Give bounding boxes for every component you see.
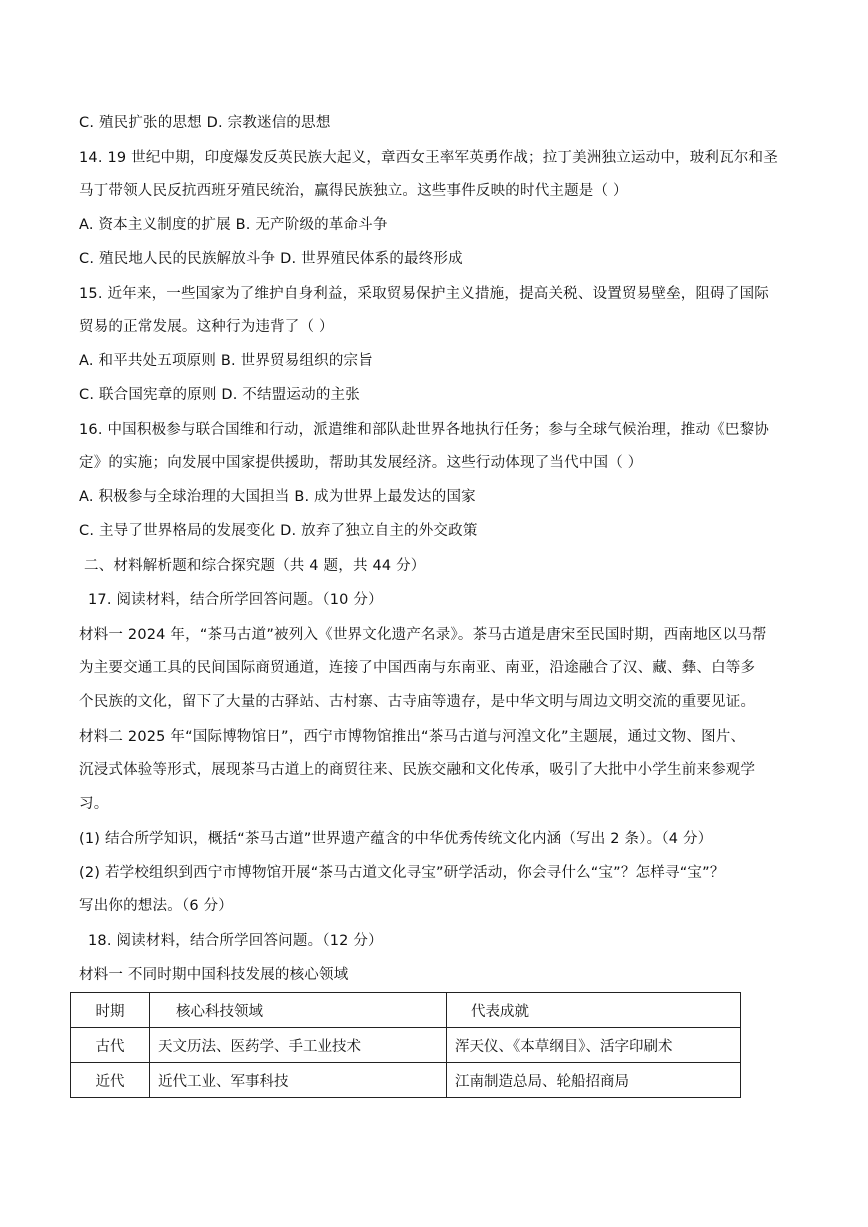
q17-material-1-line-1: 材料一 2024 年，“茶马古道”被列入《世界文化遗产名录》。茶马古道是唐宋至民国时期，西南地区以马帮 — [79, 627, 767, 643]
table-cell-achievement: 江南制造总局、轮船招商局 — [447, 1063, 741, 1098]
section-heading: 二、材料解析题和综合探究题（共 4 题，共 44 分） — [84, 558, 426, 574]
q18-material-1-caption: 材料一 不同时期中国科技发展的核心领域 — [79, 967, 349, 983]
q15-stem-line-2: 贸易的正常发展。这种行为违背了（ ） — [79, 319, 334, 335]
table-cell-period: 近代 — [71, 1063, 150, 1098]
table-row — [71, 1028, 741, 1063]
q14-stem-line-1: 14. 19 世纪中期，印度爆发反英民族大起义，章西女王率军英勇作战；拉丁美洲独立运动中，玻利瓦尔和圣 — [79, 150, 778, 166]
q17-material-2-line-3: 习。 — [79, 796, 109, 812]
table-header-achievement: 代表成就 — [447, 993, 741, 1028]
table-header-row — [71, 993, 741, 1028]
q14-options-ab: A. 资本主义制度的扩展 B. 无产阶级的革命斗争 — [79, 217, 388, 233]
q17-material-2-line-1: 材料二 2025 年“国际博物馆日”，西宁市博物馆推出“茶马古道与河湟文化”主题展，通过文物、图片、 — [79, 729, 746, 745]
q16-stem-line-2: 定》的实施；向发展中国家提供援助，帮助其发展经济。这些行动体现了当代中国（ ） — [79, 455, 643, 471]
q16-stem-line-1: 16. 中国积极参与联合国维和行动，派遣维和部队赴世界各地执行任务；参与全球气候治理，推动《巴黎协 — [79, 422, 769, 438]
q17-material-2-line-2: 沉浸式体验等形式，展现茶马古道上的商贸往来、民族交融和文化传承，吸引了大批中小学生前来参观学 — [79, 762, 756, 778]
q17-subquestion-1: (1) 结合所学知识，概括“茶马古道”世界遗产蕴含的中华优秀传统文化内涵（写出 2 条）。（4 分） — [79, 831, 713, 847]
q17-heading: 17. 阅读材料，结合所学回答问题。（10 分） — [88, 592, 383, 608]
q17-material-1-line-2: 为主要交通工具的民间国际商贸通道，连接了中国西南与东南亚、南亚，沿途融合了汉、藏、彝、白等多 — [79, 660, 756, 676]
table-cell-field: 近代工业、军事科技 — [150, 1063, 447, 1098]
q16-options-cd: C. 主导了世界格局的发展变化 D. 放弃了独立自主的外交政策 — [79, 523, 478, 539]
q15-options-cd: C. 联合国宪章的原则 D. 不结盟运动的主张 — [79, 387, 360, 403]
table-header-field: 核心科技领域 — [150, 993, 447, 1028]
table-cell-achievement: 浑天仪、《本草纲目》、活字印刷术 — [447, 1028, 741, 1063]
tech-fields-table — [70, 992, 741, 1098]
table-cell-period: 古代 — [71, 1028, 150, 1063]
q17-subquestion-2-line-1: (2) 若学校组织到西宁市博物馆开展“茶马古道文化寻宝”研学活动，你会寻什么“宝”？怎样寻“宝”？ — [79, 865, 725, 881]
q13-options-cd: C. 殖民扩张的思想 D. 宗教迷信的思想 — [79, 115, 331, 131]
q14-stem-line-2: 马丁带领人民反抗西班牙殖民统治，赢得民族独立。这些事件反映的时代主题是（ ） — [79, 183, 628, 199]
q14-options-cd: C. 殖民地人民的民族解放斗争 D. 世界殖民体系的最终形成 — [79, 251, 463, 267]
q17-subquestion-2-line-2: 写出你的想法。（6 分） — [79, 898, 233, 914]
table-cell-field: 天文历法、医药学、手工业技术 — [150, 1028, 447, 1063]
q15-options-ab: A. 和平共处五项原则 B. 世界贸易组织的宗旨 — [79, 353, 373, 369]
table-header-period: 时期 — [71, 993, 150, 1028]
q17-material-1-line-3: 个民族的文化，留下了大量的古驿站、古村寨、古寺庙等遗存，是中华文明与周边文明交流的重要见证。 — [79, 694, 756, 710]
table-row — [71, 1063, 741, 1098]
q18-heading: 18. 阅读材料，结合所学回答问题。（12 分） — [88, 933, 383, 949]
q16-options-ab: A. 积极参与全球治理的大国担当 B. 成为世界上最发达的国家 — [79, 489, 476, 505]
q15-stem-line-1: 15. 近年来，一些国家为了维护自身利益，采取贸易保护主义措施，提高关税、设置贸易壁垒，阻碍了国际 — [79, 286, 769, 302]
